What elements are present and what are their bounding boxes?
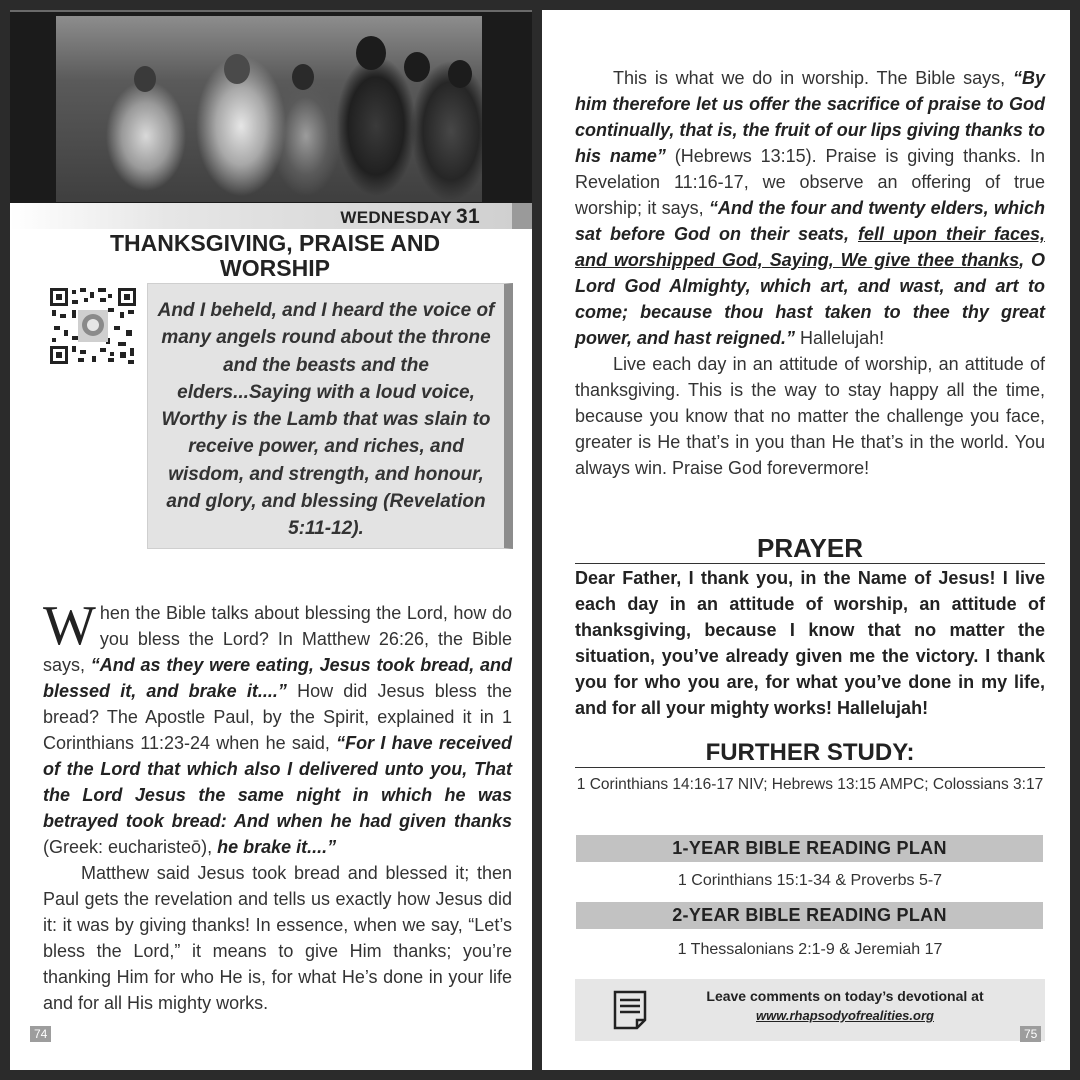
scripture-quote: And I beheld, and I heard the voice of many angels round about the throne and the beasts and the elders...Saying with a loud voice, Worthy is the Lamb that was slain to receive power, and riches, and wisdom, and strength, and honour, and glory, and blessing (Revelation 5:11-12).	[157, 300, 495, 540]
devotional-body-left: When the Bible talks about blessing the Lord, how do you bless the Lord? In Matthew 26:26, the Bible says, “And as they were eating, Jesus took bread, and blessed it, and brake it....” How did Jesus bless the bread? The Apostle Paul, by the Spirit, explained it in 1 Corinthians 11:23-24 when he said, “For I have received of the Lord that which also I delivered unto you, That the Lord Jesus the same night in which he was betrayed took bread: And when he had given thanks (Greek: eucharisteō), he brake it....” Matthew said Jesus took bread and blessed it; then Paul gets the revelation and tells us exactly how Jesus did it: it was by giving thanks! In essence, when we say, “Let’s bless the Lord,” it means to give Him thanks; you’re thanking Him for who He is, for what He’s done in your life and for all His mighty works.	[43, 600, 512, 1016]
devotional-title: THANKSGIVING, PRAISE AND WORSHIP	[109, 230, 441, 281]
drop-cap: W	[43, 595, 96, 657]
comment-box	[575, 979, 1045, 1041]
date-label	[340, 205, 480, 229]
website-link[interactable]: www.rhapsodyofrealities.org	[756, 1008, 934, 1023]
divider	[575, 563, 1045, 564]
comment-text: Leave comments on today’s devotional at www.rhapsodyofrealities.org	[655, 987, 1035, 1025]
right-page	[542, 10, 1070, 1070]
prayer-heading: PRAYER	[757, 533, 863, 563]
paragraph: Live each day in an attitude of worship, an attitude of thanksgiving. This is the way to stay happy all the time, because you know that no matter the challenge you face, greater is He that’s in you than He that’s in the world. You always win. Praise God forevermore!	[575, 354, 1045, 478]
two-year-plan-text: 1 Thessalonians 2:1-9 & Jeremiah 17	[677, 941, 943, 958]
page-number: 75	[1020, 1026, 1041, 1042]
devotional-body-right	[575, 65, 1045, 481]
further-study-text: 1 Corinthians 14:16-17 NIV; Hebrews 13:15 AMPC; Colossians 3:17	[576, 776, 1044, 793]
left-page	[10, 10, 532, 1070]
two-year-plan-heading: 2-YEAR BIBLE READING PLAN	[576, 902, 1043, 929]
choir-photo	[56, 16, 482, 202]
qr-code-icon	[48, 286, 138, 366]
notepad-icon	[613, 990, 647, 1030]
header-photo-strip	[10, 10, 532, 205]
prayer-text: Dear Father, I thank you, in the Name of Jesus! I live each day in an attitude of worship, an attitude of thanksgiving, because I know that no matter the situation, you’ve already given me the victory. I thank you for who you are, for what you’ve done in my life, and for all your mighty works! Hallelujah!	[575, 568, 1045, 718]
one-year-plan-heading: 1-YEAR BIBLE READING PLAN	[576, 835, 1043, 862]
paragraph: Matthew said Jesus took bread and blessed it; then Paul gets the revelation and tells us exactly how Jesus did it: it was by giving thanks! In essence, when we say, “Let’s bless the Lord,” it means to give Him thanks; you’re thanking Him for who He is, for what He’s done in your life and for all His mighty works.	[43, 863, 512, 1013]
divider	[575, 767, 1045, 768]
paragraph: This is what we do in worship. The Bible says, “By him therefore let us offer the sacrifice of praise to God continually, that is, the fruit of our lips giving thanks to his name” (Hebrews 13:15). Praise is giving thanks. In Revelation 11:16-17, we observe an offering of true worship; it says, “And the four and twenty elders, which sat before God on their seats, fell upon their faces, and worshipped God, Saying, We give thee thanks, O Lord God Almighty, which art, and wast, and art to come; because thou hast taken to thee thy great power, and hast reigned.” Hallelujah!	[575, 68, 1045, 348]
further-study-heading: FURTHER STUDY:	[705, 739, 915, 766]
day-name: WEDNESDAY	[340, 208, 453, 227]
one-year-plan-text: 1 Corinthians 15:1-34 & Proverbs 5-7	[677, 872, 943, 889]
page-number: 74	[30, 1026, 51, 1042]
day-number: 31	[456, 205, 480, 228]
